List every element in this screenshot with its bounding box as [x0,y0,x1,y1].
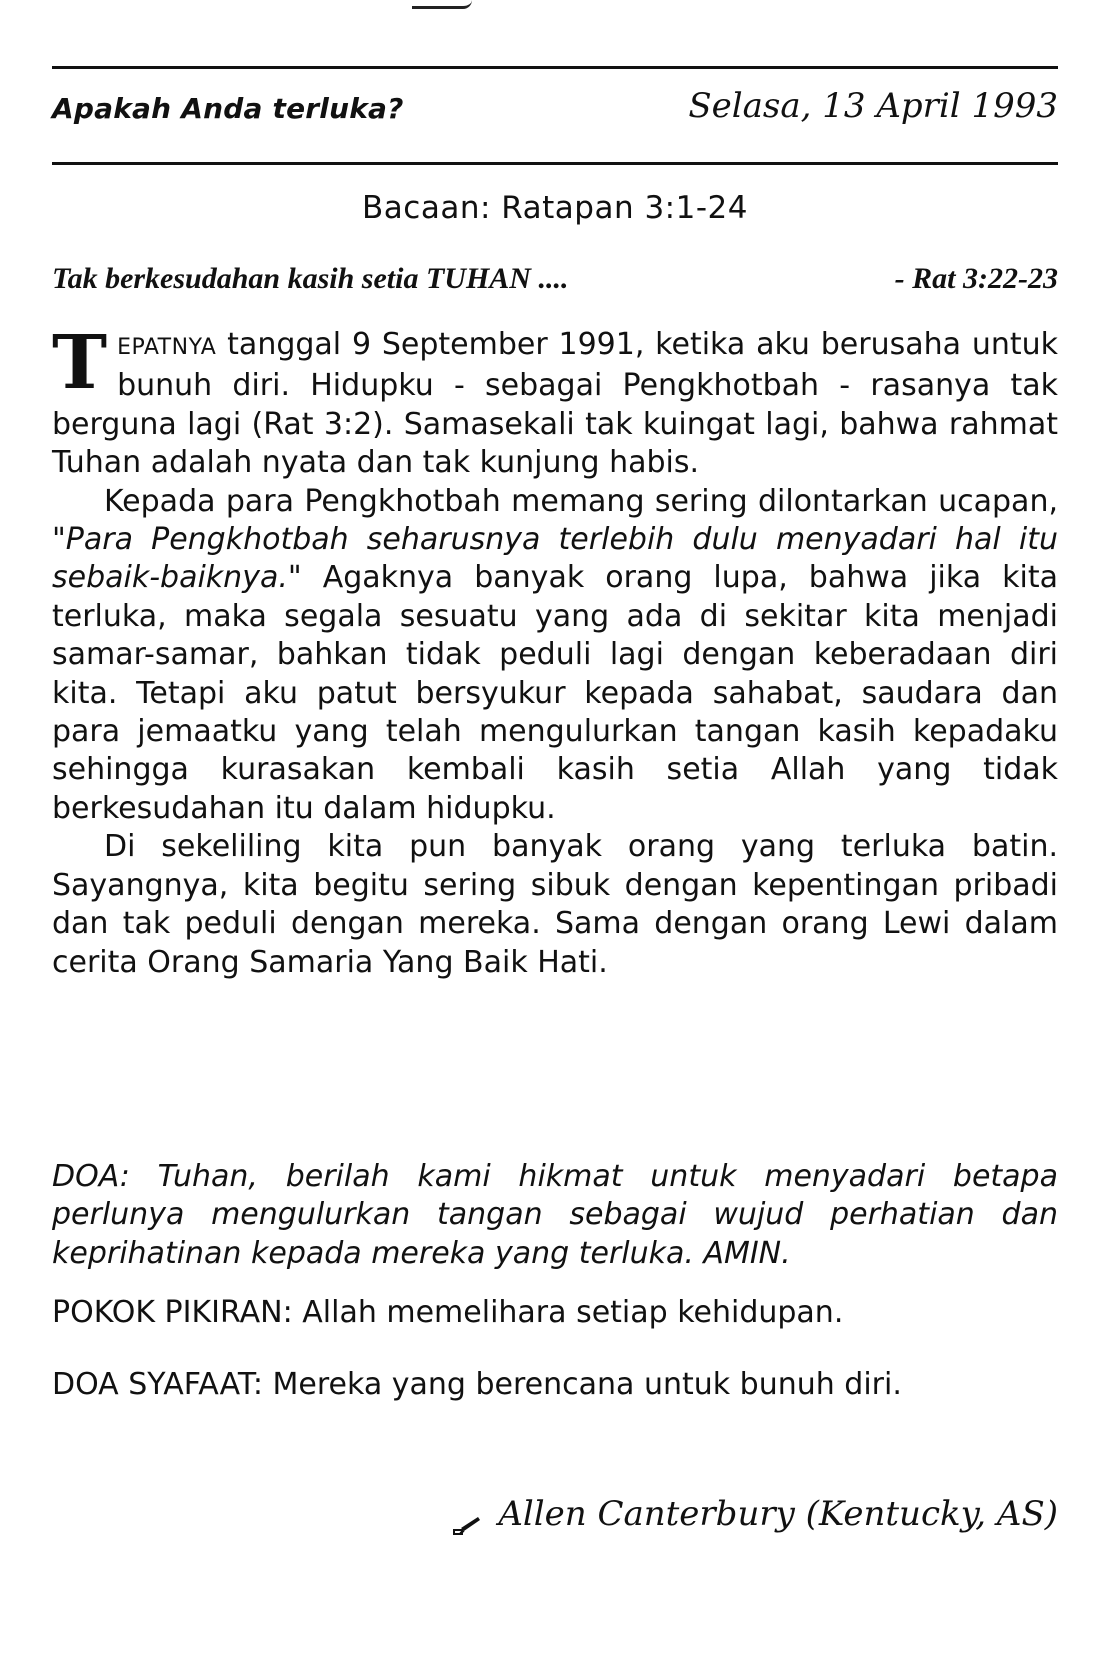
paragraph-1-opening: EPATNYA [117,335,217,360]
main-thought: POKOK PIKIRAN: Allah memelihara setiap kehidupan. [52,1295,844,1330]
writing-hand-icon [452,1505,482,1527]
scan-mark [412,0,472,9]
paragraph-1-text: tanggal 9 September 1991, ketika aku berusaha untuk bunuh diri. Hidupku - sebagai Pengkhotbah - rasanya tak berguna lagi (Rat 3:2). Samasekali tak kuingat lagi, bahwa rahmat Tuhan adalah nyata dan tak kunjung habis. [52,327,1058,481]
paragraph-2-quote: "Para Pengkhotbah seharusnya terlebih dulu menyadari hal itu sebaik-baiknya." [52,522,1058,596]
key-verse-text: Tak berkesudahan kasih setia TUHAN .... [52,262,569,295]
prayer: DOA: Tuhan, berilah kami hikmat untuk menyadari betapa perlunya mengulurkan tangan sebagai wujud perhatian dan keprihatinan kepada mereka yang terluka. AMIN. [52,1159,1058,1271]
author-signature [452,1494,1058,1544]
header-top-rule [52,66,1058,69]
devotional-body [52,320,1058,982]
page-title: Apakah Anda terluka? [52,92,404,125]
paragraph-3: Di sekeliling kita pun banyak orang yang terluka batin. Sayangnya, kita begitu sering sibuk dengan kepentingan pribadi dan tak peduli dengan mereka. Sama dengan orang Lewi dalam cerita Orang Samaria Yang Baik Hati. [52,829,1058,980]
paragraph-1 [52,320,1058,483]
reading-reference: Bacaan: Ratapan 3:1-24 [362,190,748,226]
page-date: Selasa, 13 April 1993 [688,86,1058,126]
paragraph-2 [52,483,1058,829]
intercession: DOA SYAFAAT: Mereka yang berencana untuk bunuh diri. [52,1367,902,1402]
devotional-page [52,0,1058,1680]
key-verse-reference: - Rat 3:22-23 [894,262,1058,295]
paragraph-2-end: Agaknya banyak orang lupa, bahwa jika kita terluka, maka segala sesuatu yang ada di sekitar kita menjadi samar-samar, bahkan tidak peduli lagi dengan keberadaan diri kita. Tetapi aku patut bersyukur kepada sahabat, saudara dan para jemaatku yang telah mengulurkan tangan kasih kepadaku sehingga kurasakan kembali kasih setia Allah yang tidak berkesudahan itu dalam hidupku. [52,560,1058,826]
drop-cap: T [52,320,108,406]
key-verse [52,262,1058,306]
author-name: Allen Canterbury (Kentucky, AS) [498,1494,1058,1534]
header-bottom-rule [52,162,1058,165]
paragraph-2-start: Kepada para Pengkhotbah memang sering dilontarkan ucapan, [104,483,1058,519]
header [52,86,1058,138]
